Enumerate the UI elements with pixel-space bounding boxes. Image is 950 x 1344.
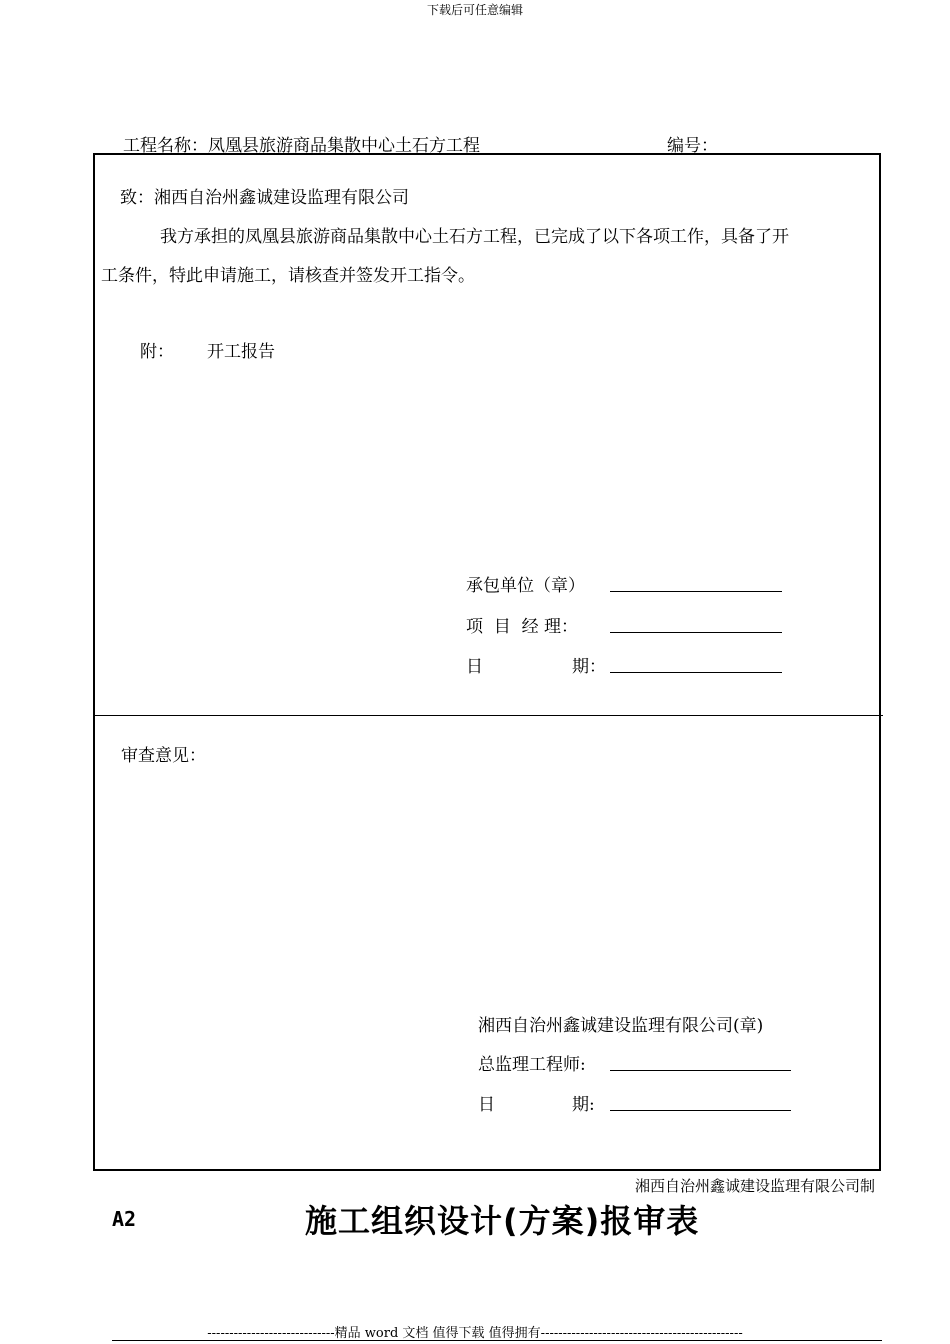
chief-engineer-label: 总监理工程师: [478,1055,586,1075]
contractor-label: 承包单位（章） [466,576,585,596]
next-form-code: A2 [112,1207,137,1231]
review-date-label-b: 期: [572,1095,595,1115]
contractor-signature-line [610,573,782,592]
footer-note: -----------------------------精品 word 文档 值得下载 值得拥有---------------------------------------------- [207,1326,743,1341]
top-note: 下载后可任意编辑 [426,3,523,17]
application-body-line1: 我方承担的凤凰县旅游商品集散中心土石方工程，已完成了以下各项工作，具备了开 [160,227,789,247]
application-date-line [610,654,782,673]
application-date-label-b: 期： [572,657,606,677]
footer-rule [112,1340,882,1341]
form-number-label: 编号： [667,136,718,156]
form-maker: 湘西自治州鑫诚建设监理有限公司制 [634,1177,875,1195]
application-date-label-a: 日 [466,657,483,677]
attachment-item: 开工报告 [207,342,275,362]
supervisor-company-seal: 湘西自治州鑫诚建设监理有限公司(章) [478,1016,764,1036]
manager-signature-line [610,614,782,633]
review-date-label-a: 日 [478,1095,495,1115]
project-name: 工程名称：凤凰县旅游商品集散中心土石方工程 [123,136,480,156]
addressee: 致：湘西自治州鑫诚建设监理有限公司 [120,188,409,208]
next-form-title: 施工组织设计(方案)报审表 [305,1202,700,1240]
review-title: 审查意见： [121,746,206,766]
project-manager-label: 项 目 经 理： [466,617,579,637]
review-date-line [610,1092,791,1111]
chief-engineer-signature-line [610,1052,791,1071]
section-divider [93,715,883,716]
attachment-label: 附： [140,342,174,362]
application-body-line2: 工条件，特此申请施工，请核查并签发开工指令。 [101,266,475,286]
